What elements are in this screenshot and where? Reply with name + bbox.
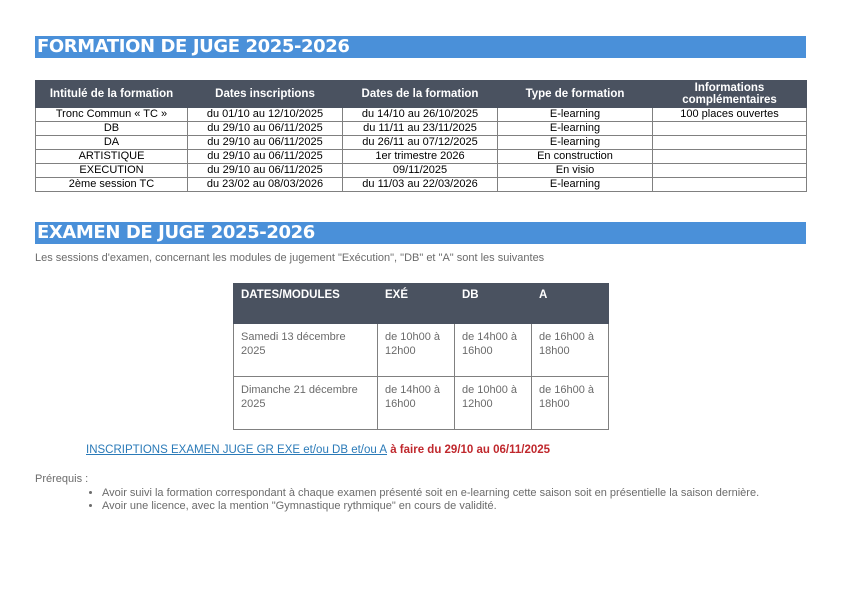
table-row — [234, 377, 609, 430]
table-cell — [653, 164, 807, 178]
table-cell: 1er trimestre 2026 — [343, 150, 498, 164]
examen-col-header: EXÉ — [378, 284, 455, 324]
table-cell: du 01/10 au 12/10/2025 — [188, 108, 343, 122]
inscriptions-link[interactable]: INSCRIPTIONS EXAMEN JUGE GR EXE et/ou DB et/ou A — [86, 444, 388, 456]
formation-col-header: Dates de la formation — [343, 81, 498, 108]
examen-section-title: EXAMEN DE JUGE 2025-2026 — [35, 222, 806, 244]
table-cell: du 29/10 au 06/11/2025 — [188, 122, 343, 136]
table-cell — [653, 136, 807, 150]
table-row — [36, 178, 807, 192]
table-cell: du 26/11 au 07/12/2025 — [343, 136, 498, 150]
prerequis-title: Prérequis : — [35, 473, 89, 485]
table-row — [36, 150, 807, 164]
list-item: • Avoir une licence, avec la mention "Gymnastique rythmique" en cours de validité. — [102, 500, 802, 513]
table-cell: du 11/03 au 22/03/2026 — [343, 178, 498, 192]
formation-table-header-row — [36, 81, 807, 108]
table-row — [234, 324, 609, 377]
examen-col-header: DB — [455, 284, 532, 324]
formation-section-title: FORMATION DE JUGE 2025-2026 — [35, 36, 806, 58]
table-cell: DB — [36, 122, 188, 136]
table-row — [36, 164, 807, 178]
table-cell: de 10h00 à 12h00 — [378, 324, 455, 377]
table-cell: du 14/10 au 26/10/2025 — [343, 108, 498, 122]
table-cell: ARTISTIQUE — [36, 150, 188, 164]
examen-intro-text: Les sessions d'examen, concernant les modules de jugement "Exécution", "DB" et "A" sont les suivantes — [35, 252, 545, 264]
table-row — [36, 108, 807, 122]
table-cell: E-learning — [498, 122, 653, 136]
table-cell: de 10h00 à 12h00 — [455, 377, 532, 430]
table-cell: En visio — [498, 164, 653, 178]
table-cell: de 16h00 à 18h00 — [532, 324, 609, 377]
table-cell: de 14h00 à 16h00 — [378, 377, 455, 430]
formation-col-header: Type de formation — [498, 81, 653, 108]
examen-col-header: DATES/MODULES — [234, 284, 378, 324]
table-row — [36, 122, 807, 136]
table-cell: E-learning — [498, 178, 653, 192]
formation-col-header: Informations complémentaires — [653, 81, 807, 108]
examen-table — [233, 283, 609, 430]
table-cell — [653, 178, 807, 192]
examen-table-header-row — [234, 284, 609, 324]
table-cell: EXECUTION — [36, 164, 188, 178]
list-item: • Avoir suivi la formation correspondant à chaque examen présenté soit en e-learning cette saison soit en présentielle la saison dernière. — [102, 487, 802, 500]
table-cell: du 29/10 au 06/11/2025 — [188, 136, 343, 150]
table-cell: Dimanche 21 décembre 2025 — [234, 377, 378, 430]
table-cell: du 23/02 au 08/03/2026 — [188, 178, 343, 192]
table-cell: DA — [36, 136, 188, 150]
table-cell — [653, 122, 807, 136]
table-row — [36, 136, 807, 150]
table-cell: Samedi 13 décembre 2025 — [234, 324, 378, 377]
table-cell: 09/11/2025 — [343, 164, 498, 178]
table-cell: de 16h00 à 18h00 — [532, 377, 609, 430]
table-cell: 100 places ouvertes — [653, 108, 807, 122]
table-cell: du 11/11 au 23/11/2025 — [343, 122, 498, 136]
table-cell: Tronc Commun « TC » — [36, 108, 188, 122]
examen-col-header: A — [532, 284, 609, 324]
table-cell: En construction — [498, 150, 653, 164]
table-cell: de 14h00 à 16h00 — [455, 324, 532, 377]
inscriptions-line — [86, 444, 550, 456]
table-cell: du 29/10 au 06/11/2025 — [188, 164, 343, 178]
table-cell: E-learning — [498, 108, 653, 122]
table-cell — [653, 150, 807, 164]
table-cell: 2ème session TC — [36, 178, 188, 192]
table-cell: E-learning — [498, 136, 653, 150]
inscriptions-deadline: à faire du 29/10 au 06/11/2025 — [387, 444, 551, 456]
formation-col-header: Intitulé de la formation — [36, 81, 188, 108]
formation-table — [35, 80, 807, 192]
prerequis-list — [85, 487, 802, 513]
table-cell: du 29/10 au 06/11/2025 — [188, 150, 343, 164]
formation-col-header: Dates inscriptions — [188, 81, 343, 108]
